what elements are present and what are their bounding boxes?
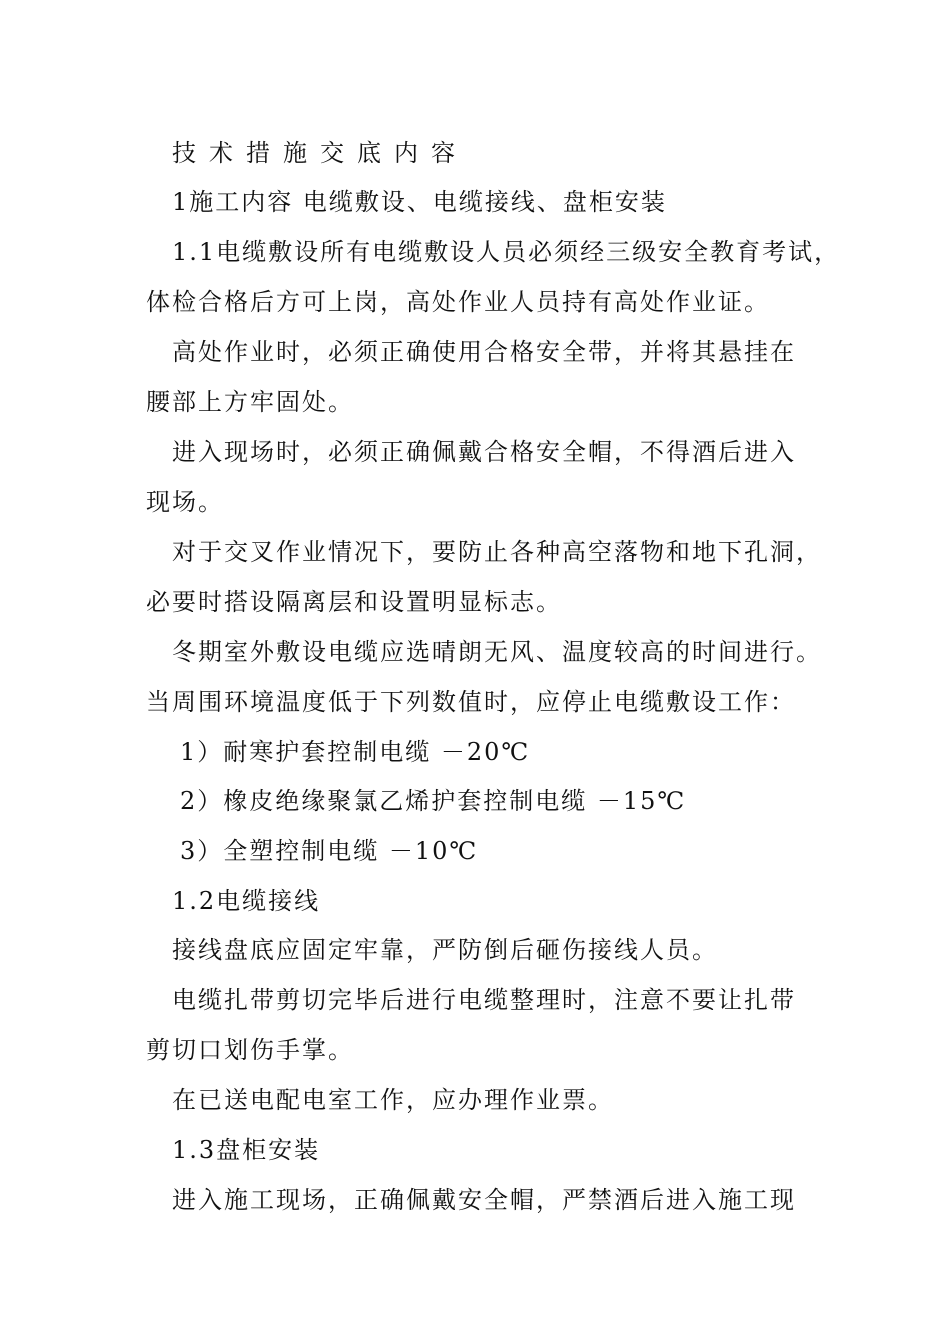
paragraph-line: 体检合格后方可上岗，高处作业人员持有高处作业证。 <box>146 288 770 316</box>
section-heading-1-3: 1.3盘柜安装 <box>172 1136 321 1164</box>
list-item: 3）全塑控制电缆 －10℃ <box>180 837 479 865</box>
paragraph-line: 接线盘底应固定牢靠，严防倒后砸伤接线人员。 <box>172 936 718 964</box>
paragraph-line: 冬期室外敷设电缆应选晴朗无风、温度较高的时间进行。 <box>172 638 822 666</box>
paragraph-line: 电缆扎带剪切完毕后进行电缆整理时，注意不要让扎带 <box>172 986 796 1014</box>
paragraph-line: 当周围环境温度低于下列数值时，应停止电缆敷设工作： <box>146 688 796 716</box>
paragraph-line: 高处作业时，必须正确使用合格安全带，并将其悬挂在 <box>172 338 796 366</box>
list-item: 1）耐寒护套控制电缆 －20℃ <box>180 738 531 766</box>
paragraph-line: 现场。 <box>146 488 224 516</box>
paragraph-line: 1.1电缆敷设所有电缆敷设人员必须经三级安全教育考试， <box>172 238 841 266</box>
list-item: 2）橡皮绝缘聚氯乙烯护套控制电缆 －15℃ <box>180 787 687 815</box>
paragraph-line: 对于交叉作业情况下，要防止各种高空落物和地下孔洞， <box>172 538 822 566</box>
paragraph-line: 剪切口划伤手掌。 <box>146 1036 354 1064</box>
document-title: 技术措施交底内容 <box>172 139 468 167</box>
paragraph-line: 进入现场时，必须正确佩戴合格安全帽，不得酒后进入 <box>172 438 796 466</box>
section-heading-1: 1施工内容 电缆敷设、电缆接线、盘柜安装 <box>172 188 667 216</box>
section-heading-1-2: 1.2电缆接线 <box>172 887 321 915</box>
paragraph-line: 进入施工现场，正确佩戴安全帽，严禁酒后进入施工现 <box>172 1186 796 1214</box>
paragraph-line: 必要时搭设隔离层和设置明显标志。 <box>146 588 562 616</box>
paragraph-line: 在已送电配电室工作，应办理作业票。 <box>172 1086 614 1114</box>
paragraph-line: 腰部上方牢固处。 <box>146 388 354 416</box>
